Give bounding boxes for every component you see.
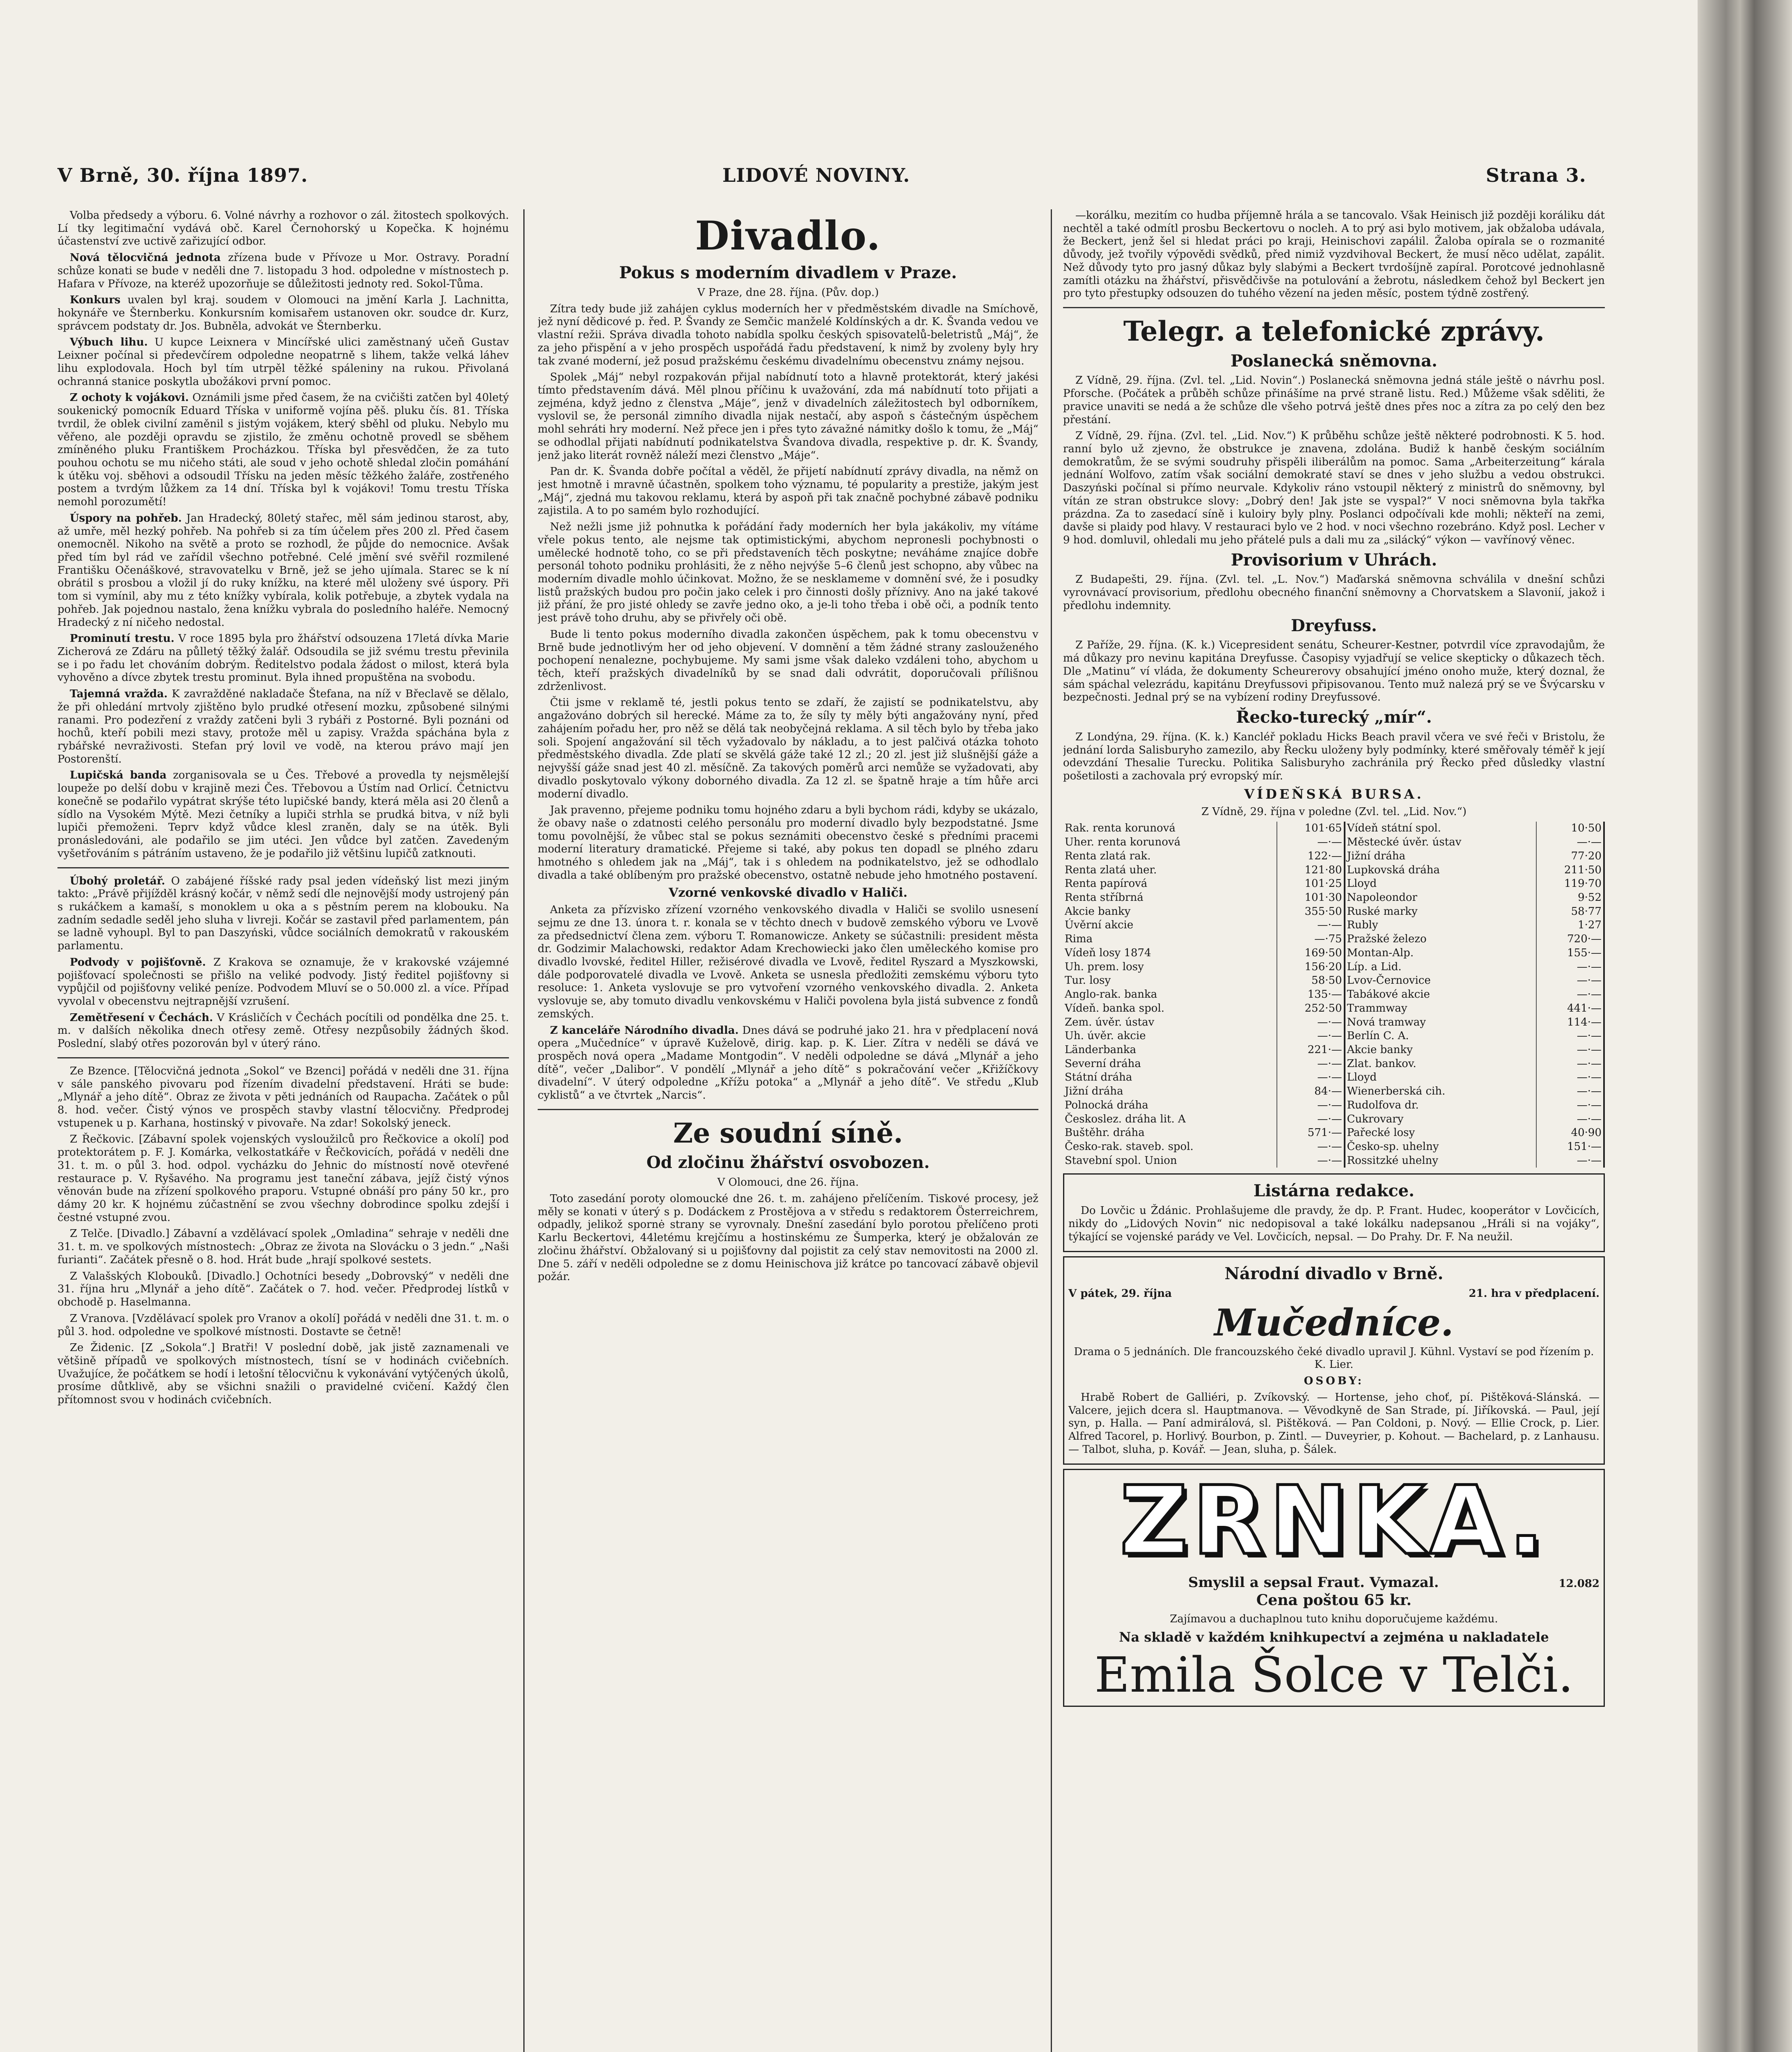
bursa-value: —·—	[1536, 1071, 1604, 1085]
bursa-row	[1063, 1071, 1604, 1085]
ad-number: 12.082	[1558, 1578, 1600, 1590]
section-title: Ze soudní síně.	[673, 1117, 903, 1149]
cast-list: Hrabě Robert de Galliéri, p. Zvíkovský. — Hortense, jeho choť, pí. Pištěková-Slánská. — Valcere, jejich dcera sl. Hauptmanova. — Věvodkyně de San Strade, pí. Jiříkovská. — Paul, její syn, p. Halla. — Paní admirálová, sl. Pištěková. — Pan Coldoni, p. Nový. — Ellie Crock, p. Lier. Alfred Tacorel, p. Horlivý. Bourbon, p. Zintl. — Duveyrier, p. Kohout. — Bachelard, p. z Lanhausu. — Talbot, sluha, p. Kovář. — Jean, sluha, p. Šálek.	[1068, 1391, 1600, 1456]
play-description: Drama o 5 jednáních. Dle francouzského čeké divadlo upravil J. Kühnl. Vystaví se pod řízením p. K. Lier.	[1074, 1345, 1594, 1371]
theatre-program	[1063, 1256, 1605, 1465]
bursa-row	[1063, 1113, 1604, 1127]
article-text: Z Krakova se oznamuje, že v krakovské vzájemné pojišťovací společnosti se přišlo na veliké podvody. Jistý ředitel pojišťovny si vypůjčil od pojišťovny veliké peníze. Podvodem Mluví se o 50.000 zl. a více. Případ vyvolal v obecenstvu nejtrapnější vzrušení.	[57, 956, 509, 1008]
bursa-row	[1063, 932, 1604, 946]
bursa-item: Buštěhr. dráha	[1063, 1126, 1277, 1140]
bursa-row	[1063, 891, 1604, 905]
dateline: V Praze, dne 28. října. (Pův. dop.)	[697, 286, 879, 299]
play-title: Mučedníce.	[1214, 1301, 1454, 1344]
bursa-value: —·—	[1536, 1043, 1604, 1057]
article-text: V Krásličích v Čechách pocítili od pondělka dne 25. t. m. v dalších několika dnech otřesy země. Otřesy nezpůsobily žádných škod. Poslední, slabý otřes pozorován byl v úterý ráno.	[57, 1011, 509, 1050]
bursa-value: —·—	[1277, 1016, 1345, 1030]
bursa-row	[1063, 863, 1604, 877]
article-text: Jan Hradecký, 80letý stařec, měl sám jedinou starost, aby, až umře, měl hezký pohřeb. Na pohřeb si za tím účelem přes 200 zl. Před časem onemocněl. Nikoho na světě a proto se rozhodl, že půjde do nemocnice. Avšak před tím byl rád ve zařídil všechno potřebné. Celé jmění své svěřil rozmilené Františku Očenáškové, stravovatelku v Brně, jež se jeho ujímala. Starec se k ní obrátil s prosbou a vložil jí do ruky knížku, na které měl uloženy své úspory. Při tom si vymínil, aby mu z této knížky vybírala, kolik potřebuje, a zbytek vydala na pohřeb. Jak pojednou nastalo, žena knížku vybrala do posledního haléře. Nemocný Hradecký z ní ničeho nedostal.	[57, 512, 509, 629]
bursa-row	[1063, 1154, 1604, 1168]
bursa-value: 121·80	[1277, 863, 1345, 877]
bursa-row	[1063, 988, 1604, 1002]
bursa-item: Zem. úvěr. ústav	[1063, 1016, 1277, 1030]
bursa-item: Uh. prem. losy	[1063, 960, 1277, 974]
article-title: Poslanecká sněmovna.	[1231, 351, 1437, 371]
bursa-item: Wienerberská cih.	[1345, 1085, 1537, 1099]
bursa-row	[1063, 905, 1604, 919]
bursa-title: VÍDEŇSKÁ BURSA.	[1244, 786, 1424, 802]
divider	[57, 867, 509, 868]
article-paragraph: Zítra tedy bude již zahájen cyklus moderních her v předměstském divadle na Smíchově, jež nyní dědicové p. řed. P. Švandy ze Semčic manželé Koldínských a dr. K. Švanda vedou ve vlastní režii. Správa divadla tohoto nabídla spolku českých spisovatelů-beletristů „Máj“, že za jeho přispění a v jeho prospěch uspořádá řadu představení, k nimž by zvoleny byly hry tak zvané moderní, jež posud pražskému českému divadelnímu obecenstvu známy nejsou.	[538, 302, 1038, 367]
bursa-item: Renta stříbrná	[1063, 891, 1277, 905]
bursa-value: 720·—	[1536, 932, 1604, 946]
bursa-value: —·—	[1277, 1029, 1345, 1043]
dateline: V Olomouci, dne 26. října.	[717, 1176, 859, 1189]
book-advertisement	[1063, 1466, 1605, 1707]
article-heading: Lupičská banda	[70, 769, 167, 782]
program-number: 21. hra v předplacení.	[1469, 1287, 1600, 1300]
bursa-item: Zlat. bankov.	[1345, 1057, 1537, 1071]
article-title: Od zločinu žhářství osvobozen.	[646, 1153, 930, 1173]
article-paragraph: Volba předsedy a výboru. 6. Volné návrhy a rozhovor o zál. žitostech spolkových. Lí tky legitimační vydává obč. Karel Černohorský u Kopečka. K hojnému účastenství zve uctivě zařizující odbor.	[57, 209, 509, 248]
article-heading: Nová tělocvičná jednota	[70, 252, 221, 264]
article-paragraph: Z Budapešti, 29. října. (Zvl. tel. „L. Nov.“) Maďarská sněmovna schválila v dnešní schůzi vyrovnávací provisorium, předlohu obecného finanční sněmovny a Chorvatskem a Slavonií, jakož i předlohu indemnity.	[1063, 573, 1605, 612]
bursa-row	[1063, 836, 1604, 850]
bursa-value: —·—	[1536, 1057, 1604, 1071]
bursa-item: Berlín C. A.	[1345, 1029, 1537, 1043]
bursa-item: Rak. renta korunová	[1063, 822, 1277, 836]
bursa-value: 101·65	[1277, 822, 1345, 836]
article-paragraph: Z Vídně, 29. října. (Zvl. tel. „Lid. Nov.“) K průběhu schůze ještě některé podrobnosti. K 5. hod. ranní bylo už zjevno, že obstrukce je znavena, zdolána. Budiž k hanbě českým sociálním demokratům, že se svými soudruhy přispěli iliberálům na pomoc. Sama „Arbeiterzeitung“ kárala jednání Wolfovo, zatím však sociální demokraté staví se dnes v jeho službu a vedou obstrukci. Daszyński počínal si přímo neurvale. Kdykoliv ráno vstoupil některý z ministrů do sněmovny, byl vítán ze stran obstrukce slovy: „Dobrý den! Jak jste se vyspal?“ V noci sněmovna byla takřka prázdna. Za to zasedací síně i kuloiry byly plny. Poslanci odpočívali kde mohli; někteří na zemi, davše si plaidy pod hlavy. V restauraci bylo ve 2 hod. v noci všechno rozebráno. Když posl. Lecher v 9 hod. domluvil, ohledali mu jeho přátelé puls a dali mu za „silácký“ výkon — vavřínový věnec.	[1063, 430, 1605, 546]
bursa-row	[1063, 918, 1604, 932]
article-paragraph: Čtii jsme v reklamě té, jestli pokus tento se zdaří, že zajistí se podnikatelstvu, aby angažováno dobrých sil herecké. Máme za to, že síly ty měly býti angažovány nyní, před zahájením pořadu her, pro něž se dělá tak neobyčejná reklama. A sil těch bylo by třeba jako soli. Spojení angažování sil těch vyžadovalo by nákladu, a to jest palčivá otázka tohoto předměstského divadla. Zde platí se skvělá gáže také 12 zl.; 20 zl. jest již slušnější gáže a nejvyšší gáže snad jest 40 zl. měsíčně. Za takových poměrů arci nemůže se vyžadovati, aby divadlo poskytovalo výkony doborného divadla. Za 12 zl. se špatně hraje a tím hůře arci moderní divadlo.	[538, 696, 1038, 800]
event-item: Ze Bzence. [Tělocvičná jednota „Sokol“ ve Bzenci] pořádá v neděli dne 31. října v sále panského pivovaru pod řízením divadelní představení. Hráti se bude: „Mlynář a jeho dítě“. Obraz ze života v pěti jednáních od Raupacha. Začátek o půl 8. hod. večer. Čistý výnos ve prospěch stavby vlastní tělocvičny. Předprodej vstupenek u p. Karhana, hostinský v pivovaře. Na zdar! Sokolský jeneck.	[57, 1065, 509, 1129]
article-text: K zavražděné nakladače Štefana, na níž v Břeclavě se dělalo, že při ohledání mrtvoly zjištěno bylo prudké otřesení mozku, způsobené silnými ranami. Pro podezření z vraždy zatčeni byli 3 rybáři z Postorné. Byli poznáni od hochů, kteří pobili mezi stavy, protože měl u zapisy. Vražda spáchána byla z rybářské nevraživosti. Stefan prý lovil ve vodě, na kterou právo mají jen Postorenští.	[57, 688, 509, 765]
article-paragraph: Spolek „Máj“ nebyl rozpakován přijal nabídnutí toto a hlavně protektorát, který jakési tímto představením dává. Měl plnou příčinu k uvažování, zda má nabídnutí toto přijati a zejména, když jedno z členstva „Máje“, jenž v divadelních záležitostech byl odborníkem, vyslovil se, že personál zimního divadla nijak nestačí, aby aspoň s částečným úspěchem mohl sehráti hry moderní. Než přece jen i přes tyto závažné námitky došlo k tomu, že „Máj“ se odhodlal přijati nabídnutí podnikatelstva Švandova divadla, respektive p. dr. K. Švandy, jenž jako literát rovněž náleží mezi členstvo „Máje“.	[538, 371, 1038, 462]
bursa-item: Nová tramway	[1345, 1016, 1537, 1030]
ad-text: Zajímavou a duchaplnou tuto knihu doporučujeme každému.	[1170, 1612, 1498, 1625]
ad-price: Cena poštou 65 kr.	[1256, 1591, 1412, 1609]
article-paragraph: Anketa za přízvisko zřízení vzorného venkovského divadla v Haliči se svolilo usnesení sejmu ze dne 13. února t. r. konala se v těchto dnech v budově zemského výboru ve Lvově za předsednictví člena zem. výboru T. Romanowicze. Ankety se súčastnili: president města dr. Godzimir Malachowski, redaktor Adam Krechowiecki jako člen uměleckého komise pro divadlo lvovské, ředitel Hiller, režisérové divadla ve Lvově, ředitel Ryszard a Myszkowski, dále podporovatelé divadla ve Lvově. Anketa se usnesla předložiti zemskému výboru tyto resoluce: 1. Anketa vyslovuje se pro vytvoření vzorného venkovského divadla. 2. Anketa vyslovuje se, aby tomuto divadlu venkovskému v Haliči povolena byla jistá subvence z fondů zemských.	[538, 904, 1038, 1020]
article-text: Oznámili jsme před časem, že na cvičišti zatčen byl 40letý soukenický pomocník Eduard Tříska v uniformě vojína pěš. pluku čís. 81. Tříska tvrdil, že oblek civilní zaměnil s jistým vojákem, který sběhl od pluku. Nebylo mu věřeno, ale později opravdu se zjistilo, že změnu ochotně provedl se sběhem zmíněného pluku Františkem Procházkou. Tříska byl přesvědčen, že za tuto pouhou ochotu se mu ničeho státi, ale soud v jeho ochotě shledal zločin pomáhání k útěku voj. sběhovi a odsoudil Třísku na jeden měsíc těžkého žaláře, zostřeného postem a tvrdým lůžkem za 14 dní. Tříska byl k vojákovi! Tomu trestu Tříska nemohl porozumětí!	[57, 392, 509, 508]
bursa-item: Rudolfova dr.	[1345, 1099, 1537, 1113]
column-3	[1063, 209, 1605, 2052]
event-item: Z Valašských Klobouků. [Divadlo.] Ochotníci besedy „Dobrovský“ v neděli dne 31. října hru „Mlynář a jeho dítě“. Začátek o 7. hod. večer. Předprodej lístků v obchodě p. Haselmanna.	[57, 1270, 509, 1309]
bursa-value: —·—	[1536, 1113, 1604, 1127]
article-paragraph: Z Londýna, 29. října. (K. k.) Kancléř pokladu Hicks Beach pravil včera ve své řeči v Bristolu, že jednání lorda Salisburyho zamezilo, aby Řecku uloženy byly podmínky, které směřovaly téměř k její odevzdání Thesalie Turecku. Politika Salisburyho zachránila prý Řecko před důsledky vlastní pošetilosti a zachovala prý evropský mír.	[1063, 731, 1605, 782]
bursa-value: 135·—	[1277, 988, 1345, 1002]
bursa-item: Státní dráha	[1063, 1071, 1277, 1085]
bursa-value: —·—	[1277, 1099, 1345, 1113]
event-item: Z Řečkovic. [Zábavní spolek vojenských vysloužilců pro Řečkovice a okolí] pod protektorátem p. F. J. Komárka, velkostatkáře v Řečkovicích, pořádá v neděli dne 31. t. m. o půl 3. hod. odpol. vycházku do Jehnic do místností nově otevřené restaurace p. V. Ryšavého. Na programu jest taneční zábava, jejíž čistý výnos věnován bude na zřízení spolkového praporu. Vstupné obnáší pro pány 50 kr., pro dámy 20 kr. K hojnému zúčastnění se zvou všechny dobrodince spolku zdejší i čestné vstupné zvou.	[57, 1133, 509, 1224]
bursa-value: —·—	[1277, 918, 1345, 932]
article-title: Řecko-turecký „mír“.	[1236, 708, 1432, 727]
bursa-value: 441·—	[1536, 1002, 1604, 1016]
ad-logo: ZRNKA.	[1119, 1466, 1549, 1576]
bursa-value: —·—	[1277, 1154, 1345, 1168]
article-title: Dreyfuss.	[1291, 616, 1377, 635]
bursa-item: Lloyd	[1345, 1071, 1537, 1085]
article-paragraph: Z Vídně, 29. října. (Zvl. tel. „Lid. Novin“.) Poslanecká sněmovna jedná stále ještě o návrhu posl. Pforsche. (Počátek a průběh schůze přinášíme na prvé straně listu. Red.) Můžeme však sděliti, že pravice unaviti se nedá a že schůze dle všeho potrvá ještě dnes přes noc a zítra za po celý den bez přestání.	[1063, 374, 1605, 426]
ad-publisher: Emila Šolce v Telči.	[1094, 1646, 1574, 1703]
bursa-item: Akcie banky	[1345, 1043, 1537, 1057]
bursa-table	[1063, 822, 1605, 1168]
bursa-value: —·—	[1277, 1113, 1345, 1127]
event-item: Ze Židenic. [Z „Sokola“.] Bratři! V poslední době, jak jistě zaznamenali ve většině případů ve spolkových místnostech, tísní se v hodinách cvičebních. Uvažujíce, že počátkem se hodí i letošní tělocvičnu k vykonávání vytýčených úkolů, prosíme důtklivě, aby se všichni snažili o pravidelné cvičení. Každý člen přítomnost svou v hodinách cvičebních.	[57, 1342, 509, 1406]
bursa-item: Rima	[1063, 932, 1277, 946]
bursa-item: Tabákové akcie	[1345, 988, 1537, 1002]
bursa-value: 211·50	[1536, 863, 1604, 877]
bursa-item: Rossitzké uhelny	[1345, 1154, 1537, 1168]
article-heading: Z kanceláře Národního divadla.	[550, 1024, 739, 1037]
article-heading: Konkurs	[70, 294, 121, 307]
column-rule	[523, 209, 525, 2052]
article-paragraph: Jak pravenno, přejeme podniku tomu hojného zdaru a byli bychom rádi, kdyby se ukázalo, že obavy naše o zdatnosti celého personálu pro moderní divadlo byly bezpodstatné. Jsme tomu povolnější, že vůbec stal se pokus seznámiti obecenstvo české s předními pracemi moderní literatury dramatické. Přejeme si také, aby pokus ten dopadl se plného zdaru hmotného s ohledem jak na „Máj“, tak i s ohledem na podnikatelstvo, jež se odhodlalo divadla a také oblíbeným pro pražské obecenstvo, ostatně nebude jeho hmotného postavení.	[538, 804, 1038, 882]
bursa-item: Úvěrní akcie	[1063, 918, 1277, 932]
bursa-value: 252·50	[1277, 1002, 1345, 1016]
bursa-row	[1063, 1029, 1604, 1043]
article-paragraph: Bude li tento pokus moderního divadla zakončen úspěchem, pak k tomu obecenstvu v Brně bude jednotlivým her od jeho objevení. V domnění a těm žádné strany zaslouženého pochopení nenalezne, pochybujeme. My sami jsme však daleko vzdáleni toho, abychom u těch, kteří pražských divadelníků by se snad dali odvrátit, doporučovali přílišnou zdrženlivost.	[538, 628, 1038, 693]
bursa-row	[1063, 960, 1604, 974]
bursa-value: 169·50	[1277, 946, 1345, 960]
bursa-value: 155·—	[1536, 946, 1604, 960]
article-heading: Výbuch lihu.	[70, 336, 148, 349]
bursa-item: Česko-rak. staveb. spol.	[1063, 1140, 1277, 1154]
article-heading: Úspory na pohřeb.	[70, 512, 182, 524]
article-title: Provisorium v Uhrách.	[1231, 550, 1437, 570]
bursa-item: Renta zlatá rak.	[1063, 850, 1277, 863]
bursa-row	[1063, 1140, 1604, 1154]
bursa-value: —·—	[1536, 1099, 1604, 1113]
bursa-value: 151·—	[1536, 1140, 1604, 1154]
bursa-item: Vídeň losy 1874	[1063, 946, 1277, 960]
bursa-row	[1063, 946, 1604, 960]
bursa-row	[1063, 974, 1604, 988]
bursa-value: 156·20	[1277, 960, 1345, 974]
article-text: V roce 1895 byla pro žhářství odsouzena 17letá dívka Marie Zicherová ze Zdáru na půlletý těžký žalář. Odsoudila se již svému trestu převinila se i po řadu let chováním dobrým. Ředitelstvo podala žádost o milost, která byla vyhověno a dívce zbytek trestu prominut. Byla ihned propuštěna na svobodu.	[57, 632, 509, 684]
article-text: uvalen byl kraj. soudem v Olomouci na jmění Karla J. Lachnitta, hokynáře ve Šternberku. Konkursním komisařem ustanoven okr. soudce dr. Kurz, správcem podstaty dr. Jos. Bubněla, advokát ve Šternberku.	[57, 294, 509, 332]
article-paragraph: —korálku, mezitím co hudba příjemně hrála a se tancovalo. Však Heinisch již později koráliku dát nechtěl a také odmítl prosbu Beckertovu o nocleh. A to prý asi bylo motivem, jak obžaloba udávala, že Beckert, jenž šel si hledat práci po kraji, Heinischovi zapálil. Žaloba opírala se o rozmanité důvody, jež tvořily výpovědi svědků, před nimiž vyzdvihoval Beckert, že musí něco udělat, zapálit. Než důvody tyto pro jasný důkaz byly slabými a Beckert tvrdošíjně zapíral. Porotcové jednohlasně zamítli otázku na žhářství, přisvědčivše na potulování a žebrotu, následkem čehož byl Beckert jen pro tyto přestupky odsouzen do tuhého vězení na jeden měsíc, postem týdně zostřený.	[1063, 209, 1605, 300]
event-list	[57, 1065, 509, 1407]
article-paragraph: Než nežli jsme již pohnutka k pořádání řady moderních her byla jakákoliv, my vítáme vřele pokus tento, ale nejsme tak optimistickými, abychom nepronesli pochybnosti o umělecké hodnotě toho, co se při představeních těch poskytne; neváháme znajíce dobře personál tohoto podniku prohlásiti, že z něho nejvýše 5–6 členů jest schopno, aby vůbec na moderním divadle mohlo účinkovat. Možno, že se nesklameme v domnění své, že i posudky listů pražských budou pro počin jako celek i pro činnosti došly příznivy. Ano na jaké takové již přání, že pro jisté ohledy se zavře jedno oko, a je-li toho třeba i obě oči, a podník tento jest právě toho druhu, aby se přivřely oči obě.	[538, 521, 1038, 625]
bursa-value: 119·70	[1536, 877, 1604, 891]
bursa-item: Lloyd	[1345, 877, 1537, 891]
bursa-row	[1063, 1057, 1604, 1071]
theatre-title: Národní divadlo v Brně.	[1224, 1264, 1444, 1284]
bursa-value: —·—	[1536, 960, 1604, 974]
bursa-value: —·—	[1277, 1140, 1345, 1154]
article-heading: Úbohý proletář.	[70, 875, 165, 887]
bursa-value: —·—	[1536, 1154, 1604, 1168]
bursa-row	[1063, 822, 1604, 836]
article-heading: Z ochoty k vojákovi.	[70, 392, 189, 404]
event-item: Z Telče. [Divadlo.] Zábavní a vzdělávací spolek „Omladina“ sehraje v neděli dne 31. t. m. ve spolkových místnostech: „Obraz ze života na Slovácku o 3 jedn.“ „Naši furianti“. Začátek přesně o 8. hod. Hrát bude „hrají spolkové sestets.	[57, 1228, 509, 1266]
page-edge	[1698, 0, 1792, 2052]
cast-heading: OSOBY:	[1304, 1375, 1364, 1388]
bursa-value: 10·50	[1536, 822, 1604, 836]
program-date: V pátek, 29. října	[1068, 1287, 1172, 1300]
bursa-item: Vídeň státní spol.	[1345, 822, 1537, 836]
bursa-item: Městecké úvěr. ústav	[1345, 836, 1537, 850]
column-rule	[1051, 209, 1052, 2052]
bursa-value: —·—	[1277, 1057, 1345, 1071]
article-heading: Vzorné venkovské divadlo v Haliči.	[669, 885, 907, 900]
bursa-item: Vídeň. banka spol.	[1063, 1002, 1277, 1016]
article-heading: Prominutí trestu.	[70, 632, 174, 645]
bursa-item: Lvov-Černovice	[1345, 974, 1537, 988]
bursa-item: Tur. losy	[1063, 974, 1277, 988]
bursa-item: Rubly	[1345, 918, 1537, 932]
bursa-item: Jižní dráha	[1063, 1085, 1277, 1099]
column-1	[57, 209, 509, 2052]
article-heading: Podvody v pojišťovně.	[70, 956, 206, 969]
bursa-value: —·—	[1277, 1071, 1345, 1085]
bursa-value: 355·50	[1277, 905, 1345, 919]
page-number: Strana 3.	[1486, 164, 1586, 186]
bursa-value: 40·90	[1536, 1126, 1604, 1140]
article-text: O zabájené říšské rady psal jeden vídeňský list mezi jiným takto: „Právě přijížděl krásný kočár, v němž sedí dle nejnovější mody ustrojený pán s rukáčkem a kamaší, s monoklem u oka a s pěstním perem na klobouku. Na zadním sedadle seděl jeho sluha v livreji. Kočár se zastavil před parlamentem, pán se ladně vyhoupl. Byl to pan Daszyński, vůdce sociálních demokratů v rakouském parlamentu.	[57, 875, 509, 953]
bursa-value: 58·77	[1536, 905, 1604, 919]
article-paragraph: Pan dr. K. Švanda dobře počítal a věděl, že přijetí nabídnutí zprávy divadla, na němž on jest hmotně i mravně účastněn, spolkem toho významu, té popularity a prestiže, jakým jest „Máj“, zjedná mu takovou reklamu, která by aspoň při tak značně pochybné zábavě podniku zajistila. A to po samém bylo rozhodující.	[538, 465, 1038, 517]
bursa-row	[1063, 1099, 1604, 1113]
bursa-item: Trammway	[1345, 1002, 1537, 1016]
bursa-value: 101·25	[1277, 877, 1345, 891]
bursa-item: Pařecké losy	[1345, 1126, 1537, 1140]
bursa-value: 9·52	[1536, 891, 1604, 905]
bursa-value: 1·27	[1536, 918, 1604, 932]
bursa-value: 58·50	[1277, 974, 1345, 988]
bursa-row	[1063, 877, 1604, 891]
bursa-value: —·—	[1536, 988, 1604, 1002]
divider	[1063, 307, 1605, 308]
bursa-value: 571·—	[1277, 1126, 1345, 1140]
article-heading: Zemětřesení v Čechách.	[70, 1011, 213, 1024]
newspaper-name: LIDOVÉ NOVINY.	[722, 164, 910, 186]
bursa-value: —·—	[1277, 836, 1345, 850]
section-title: Telegr. a telefonické zprávy.	[1123, 315, 1545, 348]
article-paragraph: Z Paříže, 29. října. (K. k.) Vicepresident senátu, Scheurer-Kestner, potvrdil více zpravodajům, že má důkazy pro nevinu kapitána Dreyfusse. Časopisy vyjadřují se velice skepticky o důkazech těch. Dle „Matinu“ ví vláda, že dokumenty Scheurerovy obsahující jméno onoho muže, který doznal, že sám spáchal velezrádu, kapitánu Dreyfussovi připisovanou. Tento muž nalezá prý se ve Švýcarsku v bezpečnosti. Jednal prý se na vybízení rodiny Dreyfussové.	[1063, 639, 1605, 704]
bursa-item: Stavební spol. Union	[1063, 1154, 1277, 1168]
bursa-value: 114·—	[1536, 1016, 1604, 1030]
divider	[538, 1109, 1038, 1110]
divider	[57, 1057, 509, 1058]
bursa-item: Napoleondor	[1345, 891, 1537, 905]
article-text: U kupce Leixnera v Mincířské ulici zaměstnaný učeň Gustav Leixner počínal si předevčírem odpoledne neopatrně s lihem, takže velká láhev lihu explodovala. Hoch byl tím utrpěl těžké spáleniny na rukou. Přivolaná ochranná stanice poskytla ubožákovi první pomoc.	[57, 336, 509, 388]
bursa-row	[1063, 1085, 1604, 1099]
bursa-item: Severní dráha	[1063, 1057, 1277, 1071]
bursa-item: Cukrovary	[1345, 1113, 1537, 1127]
article-text: zřízena bude v Přívoze u Mor. Ostravy. Poradní schůze konati se bude v neděli dne 7. listopadu 3 hod. odpoledne v místnostech p. Hafara v Přívoze, na kteréž upozorňuje se důležitosti jednoty red. Sokol-Tůma.	[57, 252, 509, 290]
bursa-item: Pražské železo	[1345, 932, 1537, 946]
article-paragraph: Do Lovčic u Ždánic. Prohlašujeme dle pravdy, že dp. P. Frant. Hudec, kooperátor v Lovčicích, nikdy do „Lidových Novin“ nic nedopisoval a také lokálku nadepsanou „Hráli si na vojáky“, týkající se vojenské parády ve Vel. Lovčicích, nepsal. — Do Prahy. Dr. F. Na neužil.	[1068, 1205, 1600, 1243]
bursa-value: —·—	[1536, 1029, 1604, 1043]
section-title: Divadlo.	[695, 213, 881, 259]
article-paragraph: Toto zasedání poroty olomoucké dne 26. t. m. zahájeno přelíčením. Tiskové procesy, jež měly se konati v úterý s p. Dodáckem z Prostějova a v středu s redaktorem Österreichrem, odpadly, jelikož spornė strany se vyrovnaly. Dnešní zasedání bylo porotou přelíčeno proti Karlu Beckertovi, 44letému krejčímu a hostinskému ze Šumperka, který je obžalován ze zločinu žhářství. Obžalovaný si u pojišťovny dal pojistit za celý stav nemovitosti na 2000 zl. Dne 5. září v neděli odpoledne se z domu Heinischova již krátce po tancovací zábavě objevil požár.	[538, 1192, 1038, 1283]
bursa-item: Uher. renta korunová	[1063, 836, 1277, 850]
bursa-item: Ruské marky	[1345, 905, 1537, 919]
bursa-item: Českoslez. dráha lit. A	[1063, 1113, 1277, 1127]
bursa-value: —·75	[1277, 932, 1345, 946]
bursa-value: 77·20	[1536, 850, 1604, 863]
dateline: V Brně, 30. října 1897.	[57, 164, 308, 186]
article-title: Listárna redakce.	[1253, 1181, 1415, 1201]
event-item: Z Vranova. [Vzdělávací spolek pro Vranov a okolí] pořádá v neděli dne 31. t. m. o půl 3. hod. odpoledne ve spolkové místnosti. Dostavte se četně!	[57, 1312, 509, 1338]
bursa-value: 122·—	[1277, 850, 1345, 863]
bursa-value: —·—	[1536, 1085, 1604, 1099]
bursa-item: Jižní dráha	[1345, 850, 1537, 863]
bursa-item: Uh. úvěr. akcie	[1063, 1029, 1277, 1043]
bursa-item: Polnocká dráha	[1063, 1099, 1277, 1113]
bursa-row	[1063, 850, 1604, 863]
bursa-item: Montan-Alp.	[1345, 946, 1537, 960]
bursa-item: Renta zlatá uher.	[1063, 863, 1277, 877]
ad-text: Na skladě v každém knihkupectví a zejména u nakladatele	[1119, 1629, 1549, 1645]
bursa-row	[1063, 1126, 1604, 1140]
bursa-item: Líp. a Lid.	[1345, 960, 1537, 974]
bursa-value: 84·—	[1277, 1085, 1345, 1099]
article-heading: Tajemná vražda.	[70, 688, 168, 701]
listarna-box	[1063, 1173, 1605, 1252]
bursa-item: Akcie banky	[1063, 905, 1277, 919]
bursa-value: 101·30	[1277, 891, 1345, 905]
column-2	[538, 209, 1038, 2052]
bursa-item: Länderbanka	[1063, 1043, 1277, 1057]
bursa-item: Anglo-rak. banka	[1063, 988, 1277, 1002]
article-text: zorganisovala se u Čes. Třebové a provedla ty nejsmělejší loupeže po delší dobu v krajině mezi Čes. Třebovou a Ústím nad Orlicí. Četnictvu konečně se podařilo vypátrat skrýše této lupičské bandy, která měla asi 20 členů a sídlo na Vysokém Mýtě. Mezi četníky a lupiči strhla se prudká bitva, v níž byli lupiči přemoženi. Teprv když vůdce klesl zraněn, daly se na útěk. Byli pronásledováni, ale podařilo se jim utéci. Jen vůdce byl zatčen. Zavedeným vyšetřováním s pátráním ustaveno, že je podařilo již většinu lupičů zatknouti.	[57, 769, 509, 860]
bursa-item: Renta papírová	[1063, 877, 1277, 891]
bursa-value: 221·—	[1277, 1043, 1345, 1057]
bursa-row	[1063, 1002, 1604, 1016]
bursa-value: —·—	[1536, 974, 1604, 988]
bursa-item: Lupkovská dráha	[1345, 863, 1537, 877]
bursa-item: Česko-sp. uhelny	[1345, 1140, 1537, 1154]
article-title: Pokus s moderním divadlem v Praze.	[619, 263, 957, 283]
ad-author: Smyslil a sepsal Fraut. Vymazal.	[1188, 1574, 1439, 1591]
bursa-row	[1063, 1043, 1604, 1057]
bursa-row	[1063, 1016, 1604, 1030]
article-text: Dnes dává se podruhé jako 21. hra v předplacení nová opera „Mučedníce“ v úpravě Kuželově, dirig. kap. p. K. Lier. Zítra v neděli se dává ve prospěch nová opera „Madame Montgodin“. V neděli odpoledne se dává „Mlynář a jeho dítě“, večer „Dalibor“. V pondělí „Mlynář a jeho dítě“ s pokračování večer „Křižíčkovy divadelní“. V úterý odpoledne „Křížu potoka“ a „Mlynář a jeho dítě“. Ve středu „Klub cyklistů“ a ve čtvrtek „Narcis“.	[538, 1024, 1038, 1102]
bursa-subtitle: Z Vídně, 29. října v poledne (Zvl. tel. „Lid. Nov.“)	[1201, 805, 1467, 818]
bursa-value: —·—	[1536, 836, 1604, 850]
